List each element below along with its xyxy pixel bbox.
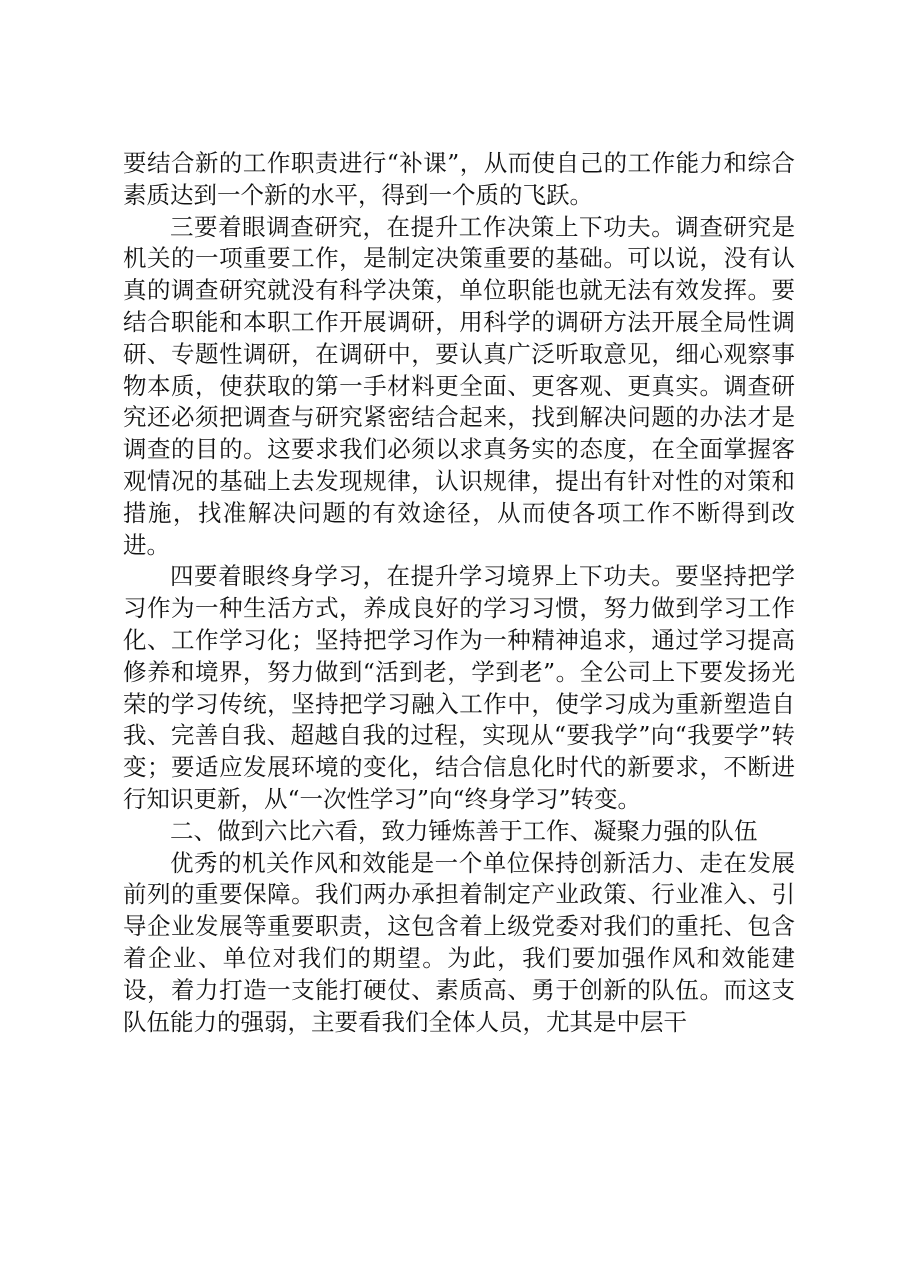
paragraph-lifelong-learning: 四要着眼终身学习，在提升学习境界上下功夫。要坚持把学习作为一种生活方式，养成良好的学习习惯，努力做到学习工作化、工作学习化；坚持把学习作为一种精神追求，通过学习提高修养和境界，努力做到“活到老，学到老”。全公司上下要发扬光荣的学习传统，坚持把学习融入工作中，使学习成为重新塑造自我、完善自我、超越自我的过程，实现从“要我学”向“我要学”转变；要适应发展环境的变化，结合信息化时代的新要求，不断进行知识更新，从“一次性学习”向“终身学习”转变。 <box>123 562 795 813</box>
document-body <box>123 148 795 1038</box>
section-heading: 二、做到六比六看，致力锤炼善于工作、凝聚力强的队伍 <box>170 816 758 845</box>
paragraph-continuation: 要结合新的工作职责进行“补课”，从而使自己的工作能力和综合素质达到一个新的水平，得到一个质的飞跃。 <box>123 149 795 209</box>
paragraph-work-style: 优秀的机关作风和效能是一个单位保持创新活力、走在发展前列的重要保障。我们两办承担着制定产业政策、行业准入、引导企业发展等重要职责，这包含着上级党委对我们的重托、包含着企业、单位对我们的期望。为此，我们要加强作风和效能建设，着力打造一支能打硬仗、素质高、勇于创新的队伍。而这支队伍能力的强弱，主要看我们全体人员，尤其是中层干 <box>123 848 795 1036</box>
paragraph-research: 三要着眼调查研究，在提升工作决策上下功夫。调查研究是机关的一项重要工作，是制定决策重要的基础。可以说，没有认真的调查研究就没有科学决策，单位职能也就无法有效发挥。要结合职能和本职工作开展调研，用科学的调研方法开展全局性调研、专题性调研，在调研中，要认真广泛听取意见，细心观察事物本质，使获取的第一手材料更全面、更客观、更真实。调查研究还必须把调查与研究紧密结合起来，找到解决问题的办法才是调查的目的。这要求我们必须以求真务实的态度，在全面掌握客观情况的基础上去发现规律，认识规律，提出有针对性的对策和措施，找准解决问题的有效途径，从而使各项工作不断得到改进。 <box>123 212 795 559</box>
